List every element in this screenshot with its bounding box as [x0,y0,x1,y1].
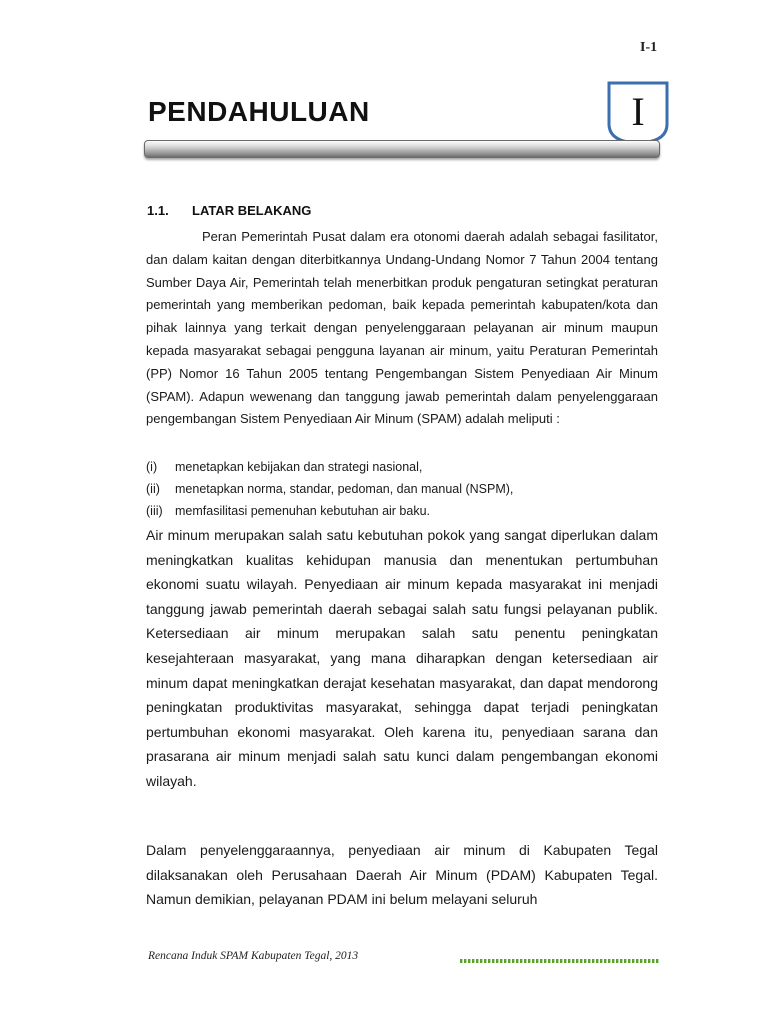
footer-dot [644,959,646,963]
footer-dot [468,959,470,963]
footer-dot [564,959,566,963]
list-item [146,478,658,500]
footer-dot [492,959,494,963]
list-marker: (i) [146,460,158,474]
footer-decorative-dots [460,957,660,965]
footer-dot [512,959,514,963]
footer-dot [560,959,562,963]
footer-dot [568,959,570,963]
footer-dot [508,959,510,963]
paragraph-water-needs: Air minum merupakan salah satu kebutuhan pokok yang sangat diperlukan dalam meningkatkan kualitas kehidupan manusia dan menentukan pertumbuhan ekonomi suatu wilayah. Penyediaan air minum kepada masyarakat ini menjadi tanggung jawab pemerintah daerah sebagai salah satu fungsi pelayanan publik. Ketersediaan air minum merupakan salah satu penentu peningkatan kesejahteraan masyarakat, yang mana diharapkan dengan ketersediaan air minum dapat meningkatkan derajat kesehatan masyarakat, dan dapat mendorong peningkatan produktivitas masyarakat, sehingga dapat terjadi peningkatan pertumbuhan ekonomi masyarakat. Oleh karena itu, penyediaan sarana dan prasarana air minum menjadi salah satu kunci dalam pengembangan ekonomi wilayah. [146,527,658,789]
footer-document-title: Rencana Induk SPAM Kabupaten Tegal, 2013 [148,950,359,962]
list-item [146,456,658,478]
footer-dot [620,959,622,963]
footer-dot [464,959,466,963]
footer-dot [580,959,582,963]
footer-dot [596,959,598,963]
footer-dot [528,959,530,963]
footer-dot [612,959,614,963]
footer-dot [504,959,506,963]
footer-dot [496,959,498,963]
footer-dot [616,959,618,963]
footer-dot [652,959,654,963]
footer-dot [604,959,606,963]
footer-dot [532,959,534,963]
list-item-text: memfasilitasi pemenuhan kebutuhan air baku. [175,504,431,518]
footer-dot [472,959,474,963]
section-number: 1.1. [147,203,169,218]
page-number: I-1 [640,40,658,55]
footer-dot [636,959,638,963]
paragraph-intro-text: Peran Pemerintah Pusat dalam era otonomi daerah adalah sebagai fasilitator, dan dalam kaitan dengan diterbitkannya Undang-Undang Nomor 7 Tahun 2004 tentang Sumber Daya Air, Pemerintah telah menerbitkan produk pengaturan setingkat peraturan pemerintah yang memberikan pedoman, baik kepada pemerintah kabupaten/kota dan pihak lainnya yang terkait dengan penyelenggaraan pelayanan air minum maupun kepada masyarakat sebagai pengguna layanan air minum, yaitu Peraturan Pemerintah (PP) Nomor 16 Tahun 2005 tentang Pengembangan Sistem Penyediaan Air Minum (SPAM). Adapun wewenang dan tanggung jawab pemerintah dalam penyelenggaraan pengembangan Sistem Penyediaan Air Minum (SPAM) adalah meliputi : [146,229,658,427]
section-heading [147,203,311,218]
chapter-title: PENDAHULUAN [148,96,370,127]
footer-dot [608,959,610,963]
section-title: LATAR BELAKANG [192,203,312,218]
title-divider-bar [144,140,660,158]
chapter-numeral: I [631,89,645,134]
list-marker: (ii) [146,482,160,496]
footer-dot [592,959,594,963]
footer-dot [536,959,538,963]
footer-dot [600,959,602,963]
footer-dot [656,959,658,963]
footer-dot [572,959,574,963]
footer-dot [476,959,478,963]
footer-dot [584,959,586,963]
authority-list [146,456,658,522]
footer-dot [544,959,546,963]
footer-dot [516,959,518,963]
footer-dot [460,959,462,963]
footer-dot [484,959,486,963]
list-item-text: menetapkan kebijakan dan strategi nasional, [175,460,423,474]
list-item-text: menetapkan norma, standar, pedoman, dan manual (NSPM), [175,482,514,496]
chapter-badge [606,80,670,146]
paragraph-intro [146,226,658,431]
footer-dot [540,959,542,963]
footer-dot [628,959,630,963]
list-marker: (iii) [146,504,163,518]
paragraph-implementation: Dalam penyelenggaraannya, penyediaan air minum di Kabupaten Tegal dilaksanakan oleh Perusahaan Daerah Air Minum (PDAM) Kabupaten Tegal. Namun demikian, pelayanan PDAM ini belum melayani seluruh [146,842,658,907]
footer-dot [488,959,490,963]
footer-dot [524,959,526,963]
footer-dot [624,959,626,963]
footer-dot [576,959,578,963]
footer-dot [520,959,522,963]
footer-dot [632,959,634,963]
footer-dot [552,959,554,963]
footer-dot [500,959,502,963]
footer-dot [648,959,650,963]
footer-dot [640,959,642,963]
footer-dot [548,959,550,963]
footer-dot [480,959,482,963]
footer-dot [556,959,558,963]
list-item [146,500,658,522]
footer-dot [588,959,590,963]
